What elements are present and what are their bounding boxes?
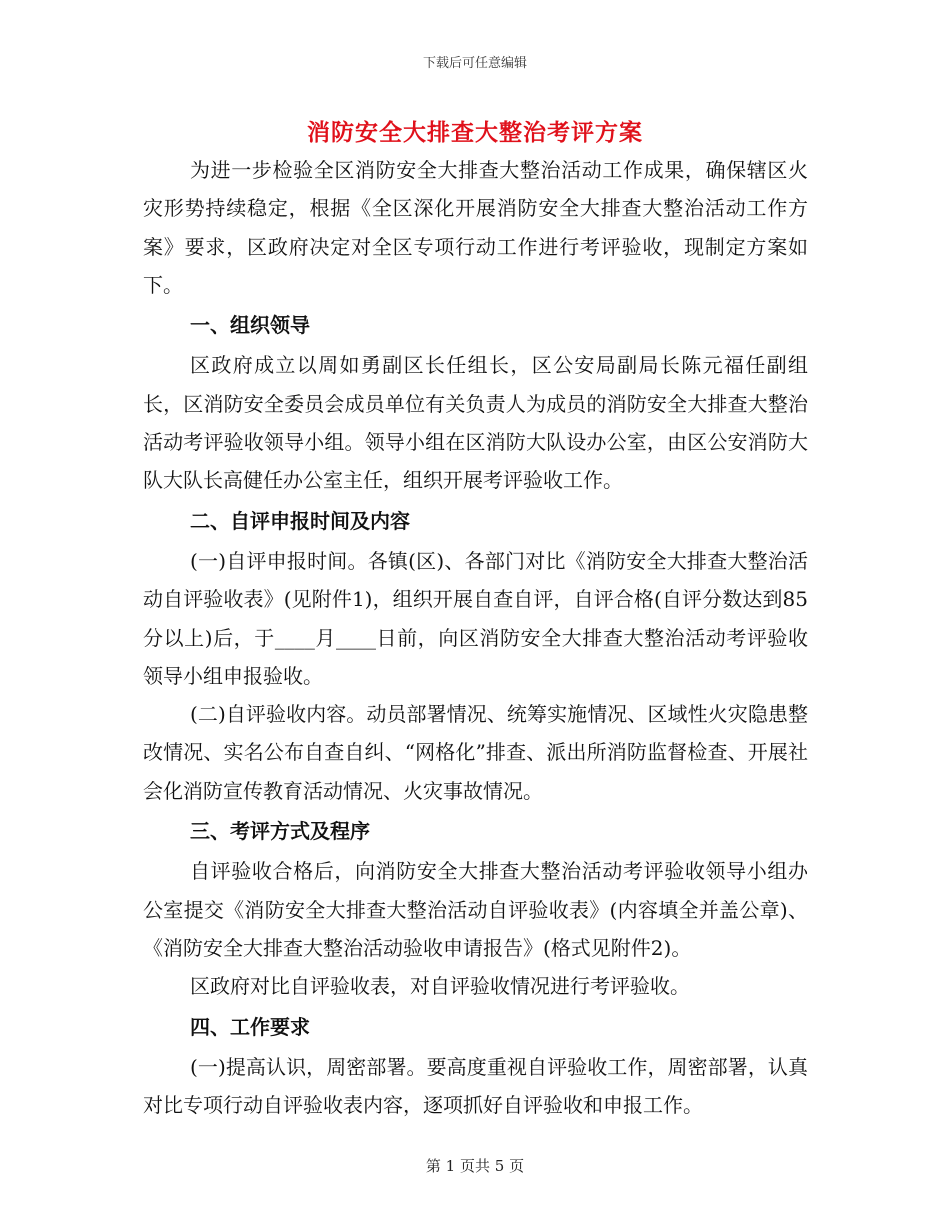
page-header-note: 下载后可任意编辑 [422,56,527,71]
self-evaluation-time-paragraph: (一)自评申报时间。各镇(区)、各部门对比《消防安全大排查大整治活动自评验收表》(见附件1)，组织开展自查自评，自评合格(自评分数达到85分以上)后，于____月____日前，向区消防安全大排查大整治活动考评验收领导小组申报验收。 [143,548,808,688]
procedure-paragraph-1: 自评验收合格后，向消防安全大排查大整治活动考评验收领导小组办公室提交《消防安全大排查大整治活动自评验收表》(内容填全并盖公章)、《消防安全大排查大整治活动验收申请报告》(格式见附件2)。 [143,859,808,960]
page-footer: 第 1 页共 5 页 [425,1157,525,1175]
organization-paragraph: 区政府成立以周如勇副区长任组长，区公安局副局长陈元福任副组长，区消防安全委员会成员单位有关负责人为成员的消防安全大排查大整治活动考评验收领导小组。领导小组在区消防大队设办公室，由区公安消防大队大队长高健任办公室主任，组织开展考评验收工作。 [143,353,808,493]
section-heading-self-evaluation: 二、自评申报时间及内容 [190,508,410,533]
section-heading-procedure: 三、考评方式及程序 [190,819,370,844]
self-evaluation-content-paragraph: (二)自评验收内容。动员部署情况、统筹实施情况、区域性火灾隐患整改情况、实名公布自查自纠、“网格化”排查、派出所消防监督检查、开展社会化消防宣传教育活动情况、火灾事故情况。 [143,702,808,803]
requirements-paragraph-1: (一)提高认识，周密部署。要高度重视自评验收工作，周密部署，认真对比专项行动自评验收表内容，逐项抓好自评验收和申报工作。 [143,1054,808,1118]
section-heading-requirements: 四、工作要求 [190,1014,310,1039]
procedure-paragraph-2: 区政府对比自评验收表，对自评验收情况进行考评验收。 [190,974,690,999]
section-heading-organization: 一、组织领导 [190,313,310,338]
document-title: 消防安全大排查大整治考评方案 [307,119,643,146]
intro-paragraph: 为进一步检验全区消防安全大排查大整治活动工作成果，确保辖区火灾形势持续稳定，根据《全区深化开展消防安全大排查大整治活动工作方案》要求，区政府决定对全区专项行动工作进行考评验收，现制定方案如下。 [143,158,808,297]
document-body [143,151,808,1124]
